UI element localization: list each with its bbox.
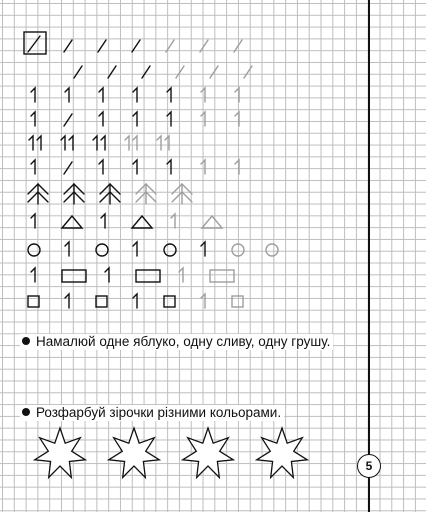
slash-stroke bbox=[64, 162, 72, 174]
stick-stroke bbox=[101, 136, 105, 150]
rectangle-stroke bbox=[136, 270, 160, 282]
circle-stroke bbox=[28, 244, 40, 256]
stick-stroke bbox=[93, 136, 97, 150]
slash-stroke bbox=[74, 66, 82, 78]
triangle-stroke bbox=[202, 216, 222, 228]
stick-stroke bbox=[99, 88, 103, 102]
slash-stroke bbox=[64, 40, 72, 52]
instruction-color-stars bbox=[20, 405, 284, 421]
stick-stroke bbox=[101, 214, 105, 228]
slash-stroke bbox=[98, 40, 106, 52]
square-stroke bbox=[28, 296, 39, 307]
slash-stroke bbox=[210, 66, 218, 78]
stick-stroke bbox=[201, 112, 205, 126]
rectangle-stroke bbox=[62, 270, 86, 282]
stick-stroke bbox=[157, 136, 161, 150]
stick-stroke bbox=[31, 268, 35, 282]
stick-stroke bbox=[133, 112, 137, 126]
star-outline bbox=[183, 428, 234, 477]
stick-stroke bbox=[235, 88, 239, 102]
slash-stroke bbox=[142, 66, 150, 78]
stick-stroke bbox=[235, 112, 239, 126]
stick-stroke bbox=[65, 242, 69, 256]
slash-stroke bbox=[244, 66, 252, 78]
stick-stroke bbox=[37, 136, 41, 150]
stick-stroke bbox=[133, 242, 137, 256]
stick-stroke bbox=[179, 268, 183, 282]
circle-stroke bbox=[96, 244, 108, 256]
instruction-draw-fruit-text: Намалюй одне яблуко, одну сливу, одну грушу. bbox=[36, 334, 331, 349]
slash-stroke bbox=[28, 36, 40, 52]
circle-stroke bbox=[232, 244, 244, 256]
slash-stroke bbox=[166, 40, 174, 52]
circle-stroke bbox=[164, 244, 176, 256]
stick-stroke bbox=[133, 160, 137, 174]
stick-stroke bbox=[167, 88, 171, 102]
stick-stroke bbox=[31, 112, 35, 126]
stick-stroke bbox=[201, 242, 205, 256]
instruction-draw-fruit bbox=[20, 334, 333, 350]
page-number: 5 bbox=[357, 454, 381, 478]
stick-stroke bbox=[201, 294, 205, 308]
square-stroke bbox=[164, 296, 175, 307]
slash-stroke bbox=[234, 40, 242, 52]
circle-stroke bbox=[266, 244, 278, 256]
slash-stroke bbox=[108, 66, 116, 78]
stick-stroke bbox=[65, 294, 69, 308]
stick-stroke bbox=[133, 294, 137, 308]
stick-stroke bbox=[171, 214, 175, 228]
stick-stroke bbox=[29, 136, 33, 150]
bullet-icon bbox=[22, 337, 30, 345]
stick-stroke bbox=[165, 136, 169, 150]
square-stroke bbox=[232, 296, 243, 307]
stick-stroke bbox=[65, 88, 69, 102]
stick-stroke bbox=[201, 88, 205, 102]
slash-stroke bbox=[132, 40, 140, 52]
triangle-stroke bbox=[62, 216, 82, 228]
rectangle-stroke bbox=[210, 270, 234, 282]
star-outline bbox=[109, 428, 160, 477]
stick-stroke bbox=[133, 88, 137, 102]
stick-stroke bbox=[167, 112, 171, 126]
stick-stroke bbox=[61, 136, 65, 150]
stick-stroke bbox=[201, 160, 205, 174]
stick-stroke bbox=[235, 160, 239, 174]
stick-stroke bbox=[69, 136, 73, 150]
stick-stroke bbox=[31, 88, 35, 102]
stick-stroke bbox=[99, 160, 103, 174]
star-outline bbox=[257, 428, 308, 477]
stick-stroke bbox=[133, 136, 137, 150]
square-stroke bbox=[96, 296, 107, 307]
bullet-icon bbox=[22, 408, 30, 416]
instruction-color-stars-text: Розфарбуй зірочки різними кольорами. bbox=[36, 405, 282, 420]
star-outline bbox=[35, 428, 86, 477]
triangle-stroke bbox=[132, 216, 152, 228]
slash-stroke bbox=[64, 114, 72, 126]
stick-stroke bbox=[99, 112, 103, 126]
stick-stroke bbox=[31, 214, 35, 228]
stick-stroke bbox=[167, 160, 171, 174]
stick-stroke bbox=[105, 268, 109, 282]
stick-stroke bbox=[31, 160, 35, 174]
stick-stroke bbox=[125, 136, 129, 150]
slash-stroke bbox=[200, 40, 208, 52]
slash-stroke bbox=[176, 66, 184, 78]
